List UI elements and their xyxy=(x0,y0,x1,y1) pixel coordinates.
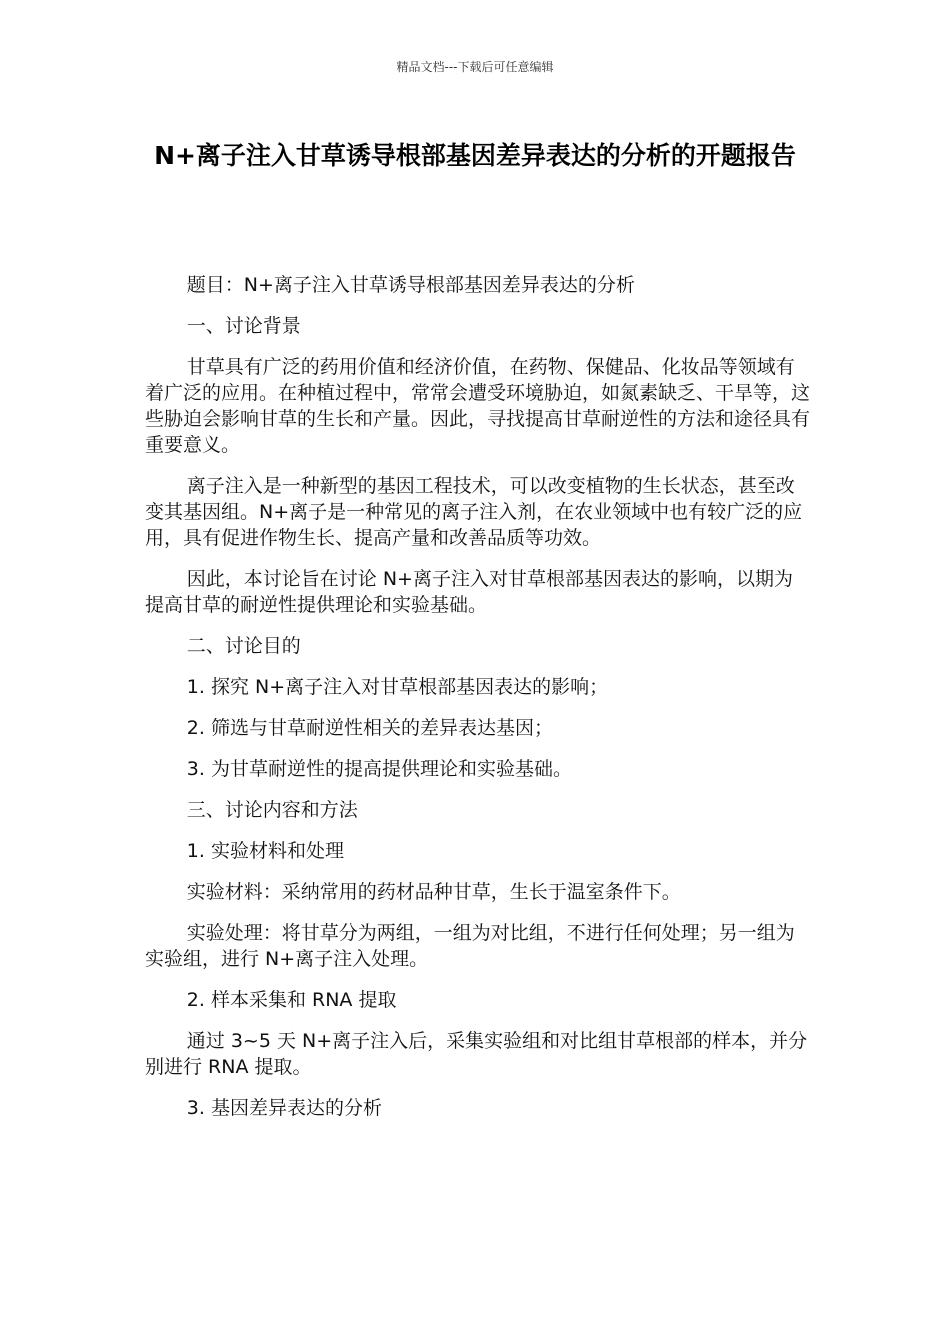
paragraph-materials: 实验材料：采纳常用的药材品种甘草，生长于温室条件下。 xyxy=(186,881,681,903)
section-heading-background: 一、讨论背景 xyxy=(186,315,301,337)
subheading-analysis: 3. 基因差异表达的分析 xyxy=(186,1097,382,1119)
topic-line: 题目：N+离子注入甘草诱导根部基因差异表达的分析 xyxy=(186,274,635,296)
paragraph-sampling: 通过 3~5 天 N+离子注入后，采集实验组和对比组甘草根部的样本，并分别进行 RNA 提取。 xyxy=(145,1030,808,1078)
paragraph-background-3: 因此，本讨论旨在讨论 N+离子注入对甘草根部基因表达的影响，以期为提高甘草的耐逆性提供理论和实验基础。 xyxy=(145,568,793,616)
paragraph-treatment: 实验处理：将甘草分为两组，一组为对比组，不进行任何处理；另一组为实验组，进行 N+离子注入处理。 xyxy=(145,922,795,970)
subheading-materials: 1. 实验材料和处理 xyxy=(186,840,344,862)
document-title: N+离子注入甘草诱导根部基因差异表达的分析的开题报告 xyxy=(154,141,796,170)
document-body xyxy=(145,272,810,1136)
purpose-item-1: 1. 探究 N+离子注入对甘草根部基因表达的影响； xyxy=(186,676,609,698)
purpose-item-2: 2. 筛选与甘草耐逆性相关的差异表达基因； xyxy=(186,717,553,739)
section-heading-purpose: 二、讨论目的 xyxy=(186,635,301,657)
purpose-item-3: 3. 为甘草耐逆性的提高提供理论和实验基础。 xyxy=(186,758,572,780)
subheading-sampling: 2. 样本采集和 RNA 提取 xyxy=(186,989,397,1011)
paragraph-background-1: 甘草具有广泛的药用价值和经济价值，在药物、保健品、化妆品等领域有着广泛的应用。在种植过程中，常常会遭受环境胁迫，如氮素缺乏、干旱等，这些胁迫会影响甘草的生长和产量。因此，寻找提高甘草耐逆性的方法和途径具有重要意义。 xyxy=(145,356,811,456)
header-note: 精品文档---下载后可任意编辑 xyxy=(396,60,554,74)
paragraph-background-2: 离子注入是一种新型的基因工程技术，可以改变植物的生长状态，甚至改变其基因组。N+离子是一种常见的离子注入剂，在农业领域中也有较广泛的应用，具有促进作物生长、提高产量和改善品质等功效。 xyxy=(145,475,803,549)
section-heading-methods: 三、讨论内容和方法 xyxy=(186,799,358,821)
